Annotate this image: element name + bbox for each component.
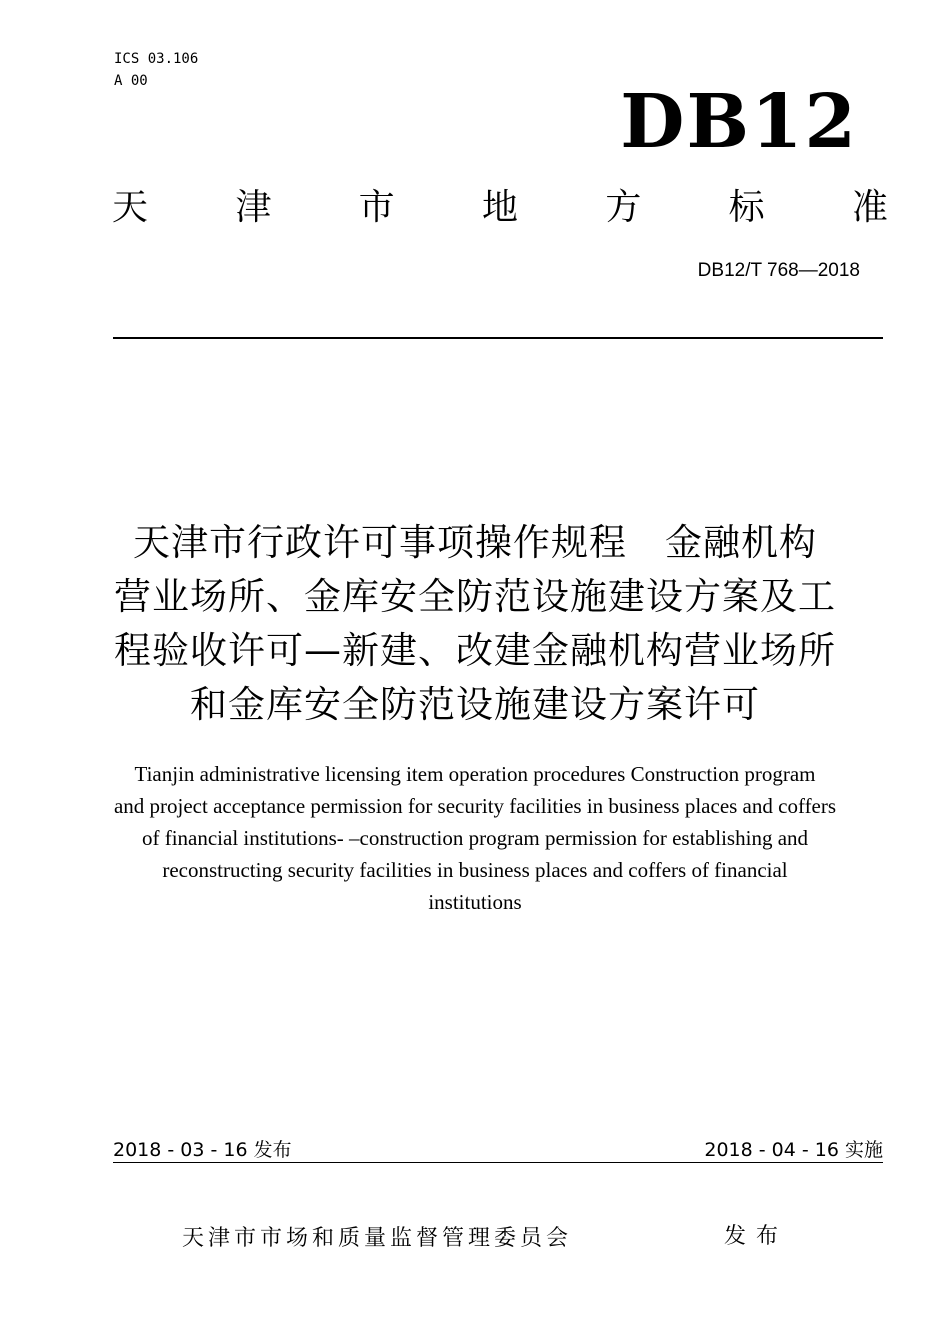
standard-type xyxy=(112,186,888,230)
english-title-line: reconstructing security facilities in business places and coffers of financial xyxy=(162,858,788,882)
english-title xyxy=(70,758,880,918)
chinese-title-line: 和金库安全防范设施建设方案许可 xyxy=(190,683,760,726)
standard-type-char: 市 xyxy=(358,187,395,228)
ccs-code: A 00 xyxy=(114,73,148,89)
standard-type-char: 标 xyxy=(728,187,765,228)
english-title-line: Tianjin administrative licensing item operation procedures Construction program xyxy=(134,762,816,786)
standard-type-char: 津 xyxy=(235,187,272,228)
publish-label: 发布 xyxy=(724,1224,789,1249)
chinese-title-line: 营业场所、金库安全防范设施建设方案及工 xyxy=(114,575,836,618)
issuing-authority: 天津市市场和质量监督管理委员会 xyxy=(182,1226,573,1251)
chinese-title-line: 天津市行政许可事项操作规程 金融机构 xyxy=(133,521,817,564)
header-divider xyxy=(113,337,883,339)
ics-code: ICS 03.106 xyxy=(114,51,199,67)
english-title-line: institutions xyxy=(428,890,522,914)
db-code: DB12 xyxy=(620,79,858,165)
standard-type-char: 方 xyxy=(605,187,642,228)
standard-number: DB12/T 768—2018 xyxy=(697,260,860,281)
chinese-title xyxy=(60,516,890,732)
english-title-line: of financial institutions- –construction program permission for establishing and xyxy=(141,826,809,850)
classification-codes xyxy=(114,48,198,92)
implementation-date: 2018 - 04 - 16 实施 xyxy=(704,1139,883,1161)
standard-type-char: 地 xyxy=(481,187,518,228)
standard-type-char: 准 xyxy=(851,187,888,228)
standard-type-char: 天 xyxy=(112,187,149,228)
footer-divider xyxy=(113,1162,883,1163)
english-title-line: and project acceptance permission for security facilities in business places and coffers xyxy=(113,794,837,818)
issue-date: 2018 - 03 - 16 发布 xyxy=(113,1139,292,1161)
chinese-title-line: 程验收许可—新建、改建金融机构营业场所 xyxy=(114,629,836,672)
